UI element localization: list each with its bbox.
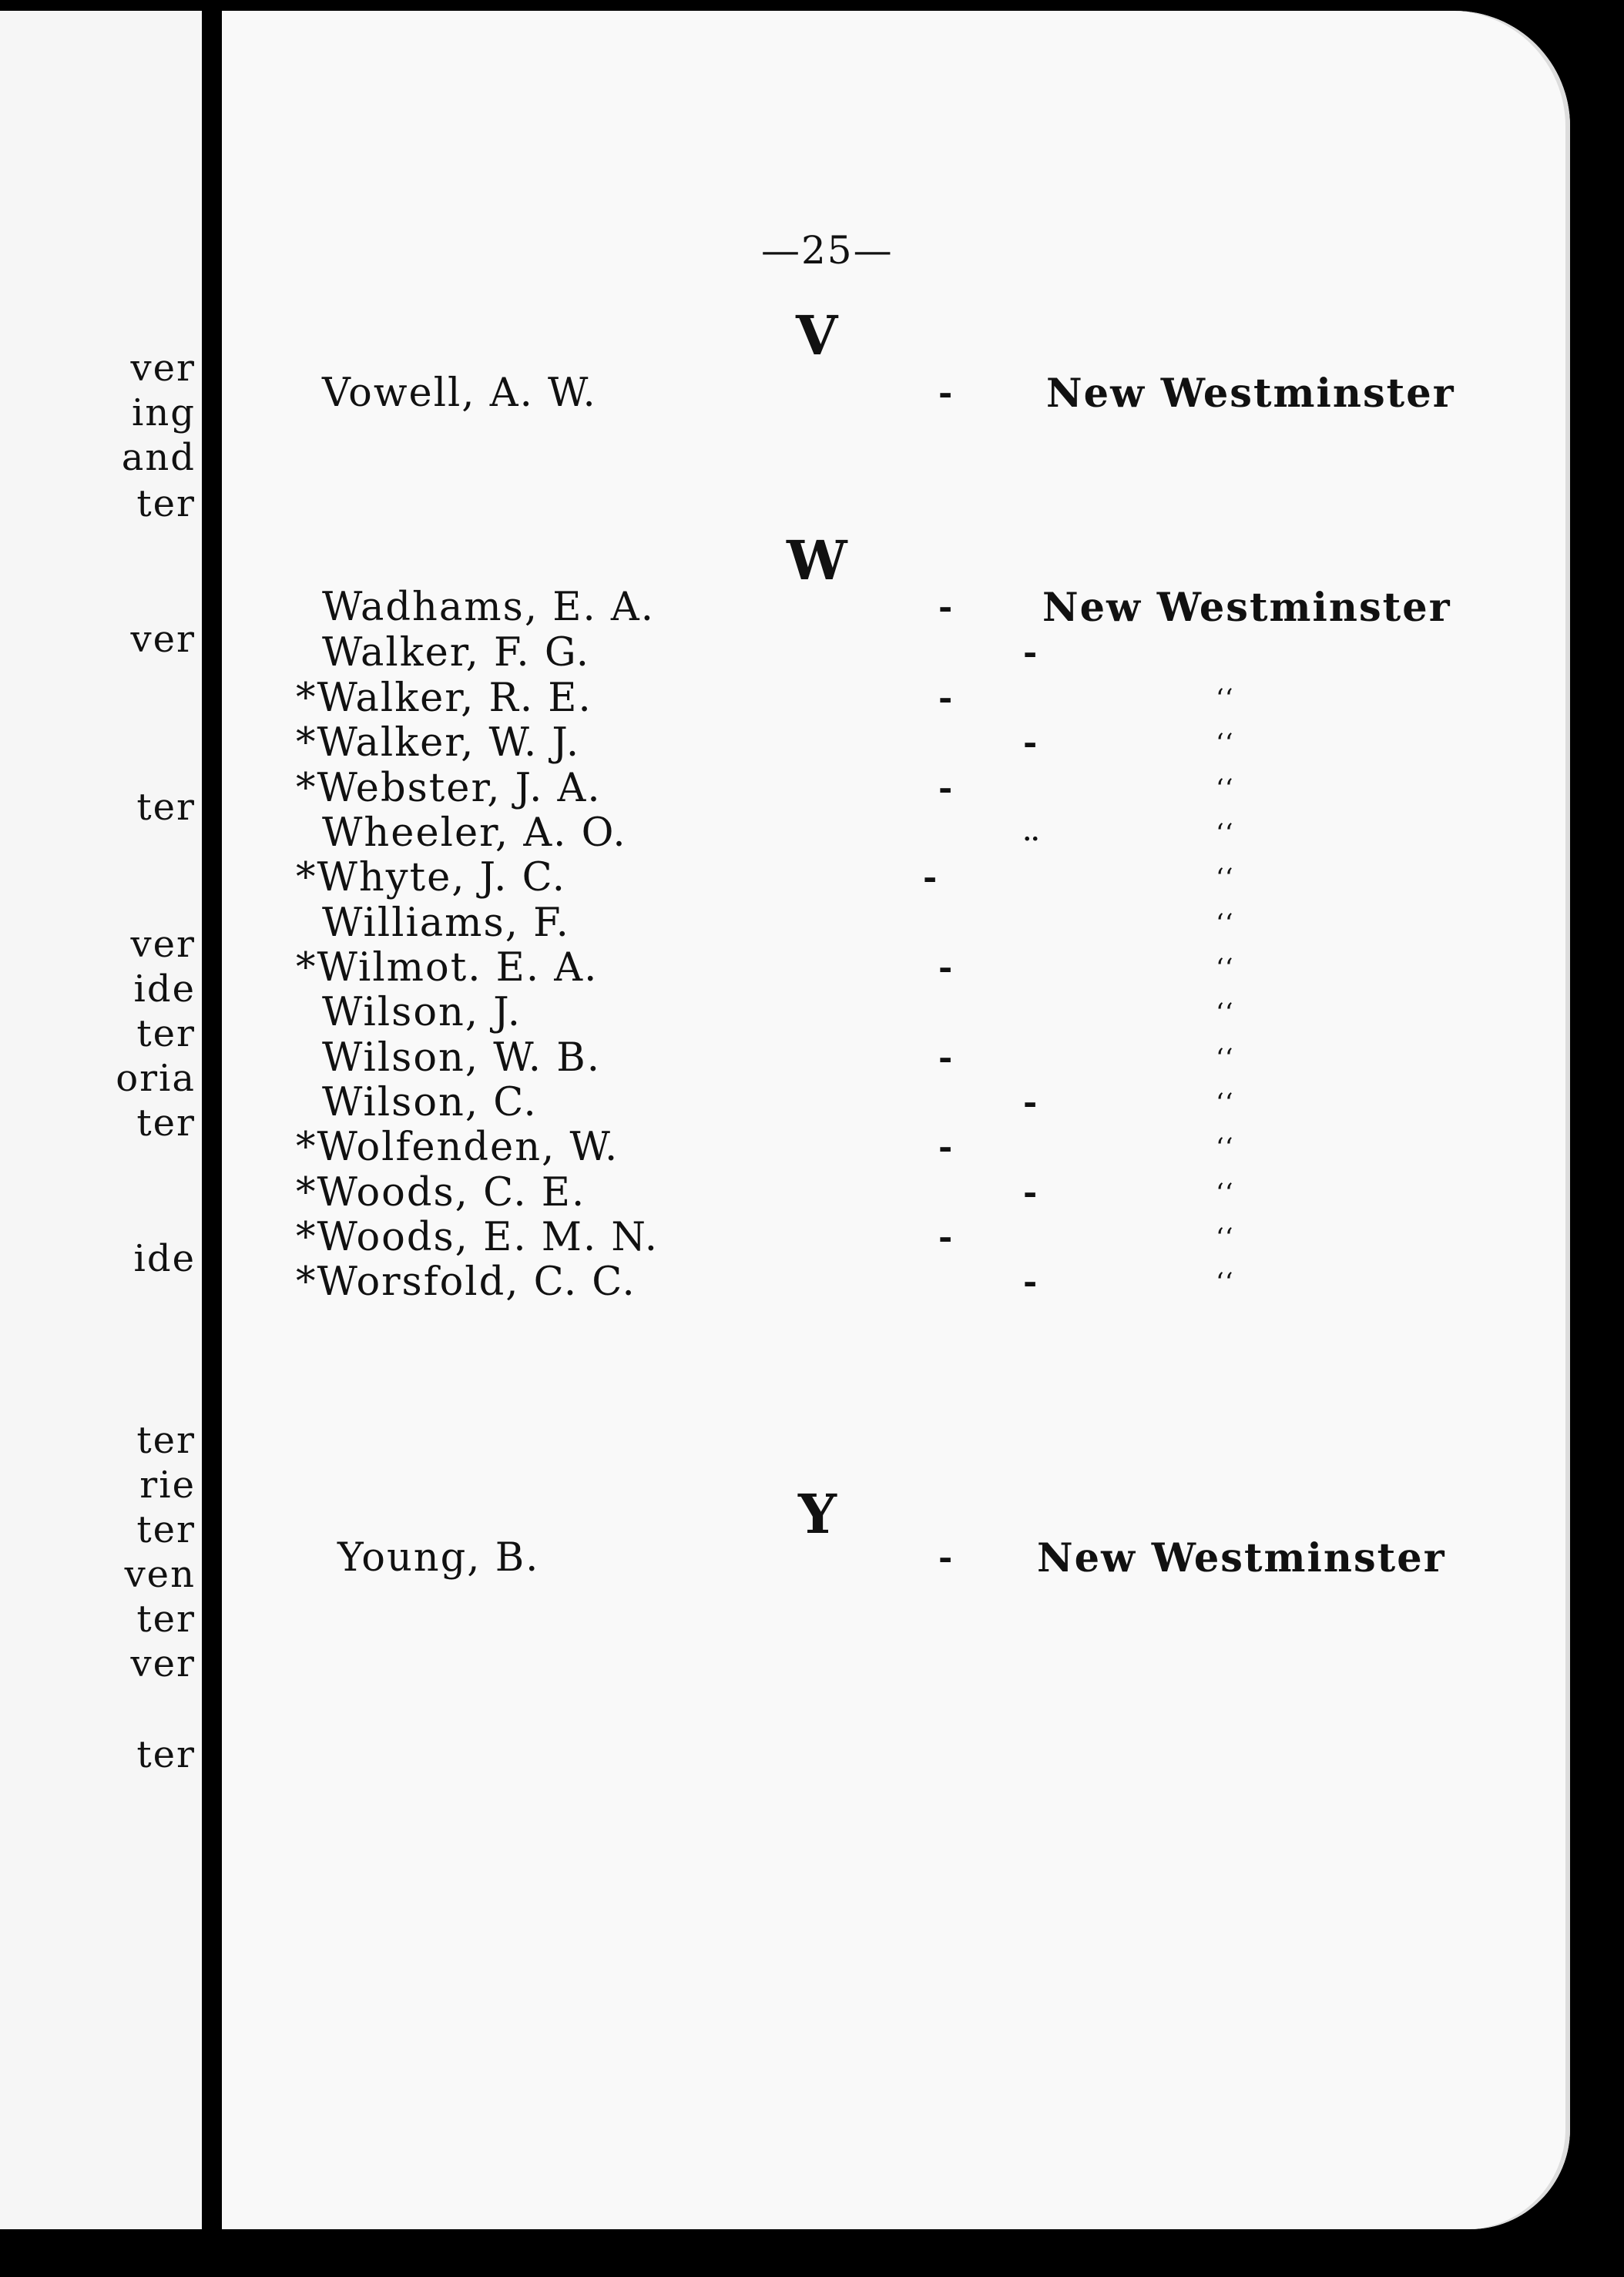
list-item [322, 991, 1555, 1035]
member-name: *Woods, E. M. N. [296, 1215, 659, 1260]
separator-dash: - [938, 948, 953, 988]
separator-dash: - [1023, 723, 1038, 763]
member-name: Wilson, J. [322, 990, 522, 1035]
list-item [296, 1216, 1528, 1260]
left-text-fragment: ide [133, 967, 196, 1011]
list-item [296, 1125, 1528, 1170]
member-name: Wilson, C. [322, 1080, 538, 1125]
left-text-fragment: ven [124, 1553, 196, 1596]
member-name: *Worsfold, C. C. [296, 1259, 636, 1305]
list-item [322, 901, 1555, 946]
member-name: *Walker, W. J. [296, 720, 581, 766]
member-place: ‘‘ [1216, 1043, 1234, 1074]
list-item [322, 585, 1555, 630]
member-place: ‘‘ [1216, 1222, 1234, 1253]
list-item [322, 371, 1555, 416]
member-place: ‘‘ [1216, 908, 1234, 939]
section-letter-y: Y [798, 1482, 837, 1546]
member-place: ‘‘ [1216, 728, 1234, 759]
separator-dash: - [938, 1218, 953, 1257]
list-item [296, 856, 1528, 900]
separator-dash: - [938, 1128, 953, 1167]
left-text-fragment: ter [136, 1102, 196, 1145]
left-text-fragment: ter [136, 786, 196, 829]
list-item [296, 766, 1528, 811]
member-name: *Wolfenden, W. [296, 1125, 619, 1170]
member-name: *Woods, C. E. [296, 1170, 586, 1216]
member-name: Vowell, A. W. [322, 371, 597, 416]
left-text-fragment: ver [130, 923, 196, 966]
list-item [296, 946, 1528, 991]
separator-dash: - [938, 679, 953, 718]
separator-dash: - [938, 588, 953, 627]
separator-dash: - [938, 1038, 953, 1078]
left-text-fragment: ter [136, 1419, 196, 1462]
member-place: New Westminster [1046, 371, 1455, 417]
member-place: ‘‘ [1216, 953, 1234, 984]
list-item [322, 631, 1555, 676]
page-number: —25— [761, 228, 894, 273]
member-name: Wheeler, A. O. [322, 810, 627, 856]
list-item [296, 721, 1528, 766]
separator-dash: - [923, 858, 938, 897]
member-name: Wilson, W. B. [322, 1035, 601, 1081]
member-place: ‘‘ [1216, 1132, 1234, 1163]
member-place: ‘‘ [1216, 773, 1234, 804]
member-name: Young, B. [337, 1535, 540, 1581]
left-text-fragment: and [121, 436, 196, 479]
separator-dash: - [938, 1538, 953, 1578]
member-name: Wadhams, E. A. [322, 585, 655, 630]
list-item [322, 811, 1555, 856]
member-place: ‘‘ [1216, 1088, 1234, 1118]
separator-dash: - [1023, 1173, 1038, 1212]
left-text-fragment: rie [139, 1464, 196, 1507]
separator-dash: - [1023, 1263, 1038, 1302]
left-text-fragment: ter [136, 1598, 196, 1641]
member-place: ‘‘ [1216, 863, 1234, 894]
member-place: ‘‘ [1216, 1267, 1234, 1298]
member-name: *Whyte, J. C. [296, 855, 567, 900]
member-place: ‘‘ [1216, 1178, 1234, 1209]
member-place: New Westminster [1042, 585, 1451, 631]
left-text-fragment: ing [132, 391, 196, 434]
right-page [222, 11, 1570, 2229]
member-place: ‘‘ [1216, 683, 1234, 714]
section-letter-v: V [796, 303, 838, 367]
left-text-fragment: oria [116, 1057, 196, 1100]
list-item [296, 676, 1528, 721]
member-name: *Walker, R. E. [296, 676, 592, 721]
separator-dash: - [1023, 1083, 1038, 1122]
separator-dash: .. [1023, 820, 1039, 847]
separator-dash: - [1023, 633, 1038, 672]
separator-dash: - [938, 374, 953, 413]
member-place: ‘‘ [1216, 998, 1234, 1028]
left-text-fragment: ver [130, 618, 196, 661]
left-text-fragment: ter [136, 482, 196, 525]
list-item [322, 1036, 1555, 1081]
book-spine [202, 0, 222, 2277]
member-name: *Wilmot. E. A. [296, 945, 599, 991]
left-text-fragment: ter [136, 1733, 196, 1776]
list-item [296, 1260, 1528, 1305]
list-item [322, 1081, 1555, 1125]
member-place: New Westminster [1037, 1535, 1446, 1581]
left-text-fragment: ide [133, 1237, 196, 1280]
separator-dash: - [938, 769, 953, 808]
list-item [296, 1171, 1528, 1216]
member-name: Williams, F. [322, 900, 570, 946]
left-text-fragment: ter [136, 1508, 196, 1551]
member-name: Walker, F. G. [322, 630, 590, 676]
left-page-fragment [0, 11, 205, 2229]
scan-border [0, 2242, 1624, 2277]
member-place: ‘‘ [1216, 818, 1234, 849]
member-name: *Webster, J. A. [296, 766, 602, 811]
section-letter-w: W [787, 528, 847, 592]
left-text-fragment: ver [130, 1642, 196, 1685]
left-text-fragment: ter [136, 1012, 196, 1055]
list-item [337, 1536, 1570, 1581]
left-text-fragment: ver [130, 347, 196, 390]
